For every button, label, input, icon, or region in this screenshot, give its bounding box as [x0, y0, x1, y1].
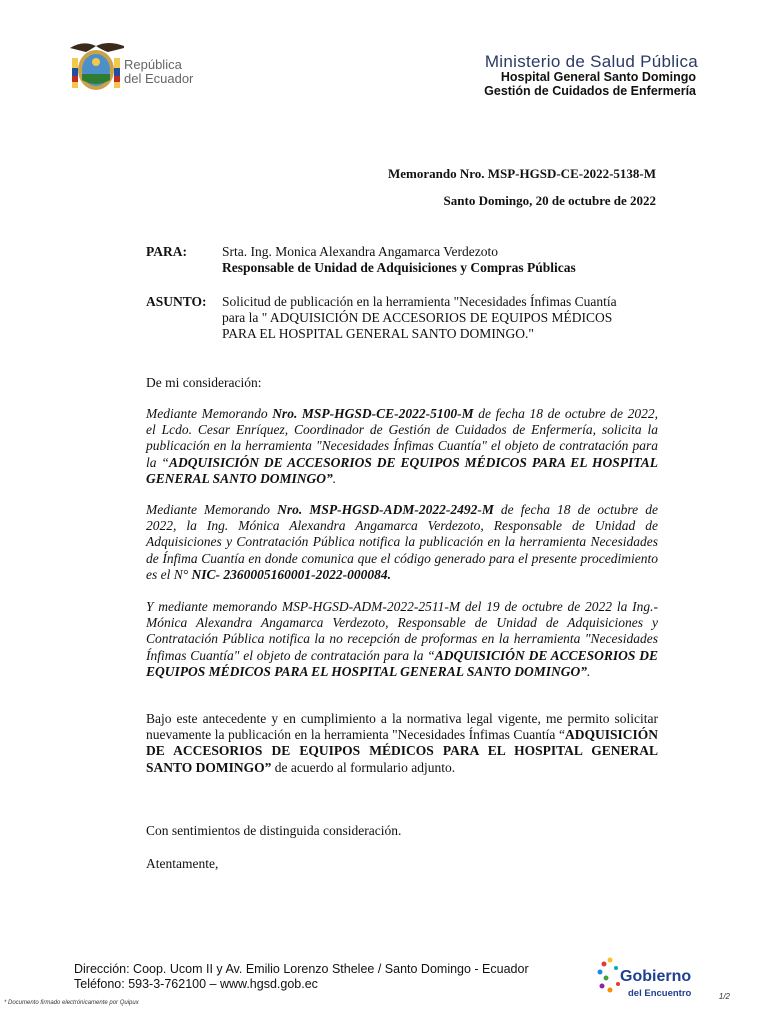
memo-number: Memorando Nro. MSP-HGSD-CE-2022-5138-M	[387, 166, 656, 181]
paragraph-1	[146, 406, 658, 487]
p1-memo-ref: Nro. MSP-HGSD-CE-2022-5100-M	[272, 406, 474, 421]
p3-text-c: .	[586, 663, 591, 679]
memo-date: Santo Domingo, 20 de octubre de 2022	[443, 193, 656, 208]
para-name: Srta. Ing. Monica Alexandra Angamarca Verdezoto	[222, 244, 499, 259]
p2-nic-code: NIC- 2360005160001-2022-000084.	[191, 566, 392, 582]
para-role: Responsable de Unidad de Adquisiciones y Compras Públicas	[222, 260, 576, 275]
paragraph-4	[146, 711, 658, 776]
page-number: 1/2	[718, 992, 730, 1001]
gobierno-text: Gobierno	[620, 968, 692, 985]
p4-object: ADQUISICIÓN DE ACCESORIOS DE EQUIPOS MÉDICOS PARA EL HOSPITAL GENERAL SANTO DOMINGO”	[146, 727, 658, 775]
encuentro-text: del Encuentro	[628, 988, 692, 999]
p2-memo-ref: Nro. MSP-HGSD-ADM-2022-2492-M	[277, 502, 494, 517]
republica-logo-text	[124, 58, 193, 86]
p1-text-e: .	[332, 470, 337, 486]
republica-line2: del Ecuador	[124, 71, 194, 86]
p2-text-c: de fecha 18 de octubre de 2022, la Ing. Mónica Alexandra Angamarca Verdezoto, Responsable de Unidad de Adquisiciones y Contratación Pública notifica la publicación en la herramienta Necesidades de Ínfima Cuantía en donde comunica que el código generado para el presente procedimiento es el N°	[146, 502, 658, 582]
footer-phone: Teléfono: 593-3-762100 – www.hgsd.gob.ec	[74, 977, 318, 991]
greeting: De mi consideración:	[146, 375, 262, 390]
p4-text-c: de acuerdo al formulario adjunto.	[271, 759, 456, 775]
para-label: PARA:	[146, 244, 187, 259]
ministerio-title: Ministerio de Salud Pública	[484, 52, 698, 71]
p4-text-a: Bajo este antecedente y en cumplimiento a la normativa legal vigente, me permito solicitar nuevamente la publicación en la herramienta "Necesidades Ínfimas Cuantía “	[146, 711, 658, 743]
p2-text-a: Mediante Memorando	[146, 502, 278, 517]
p1-text-a: Mediante Memorando	[146, 406, 273, 421]
p1-text-c: de fecha 18 de octubre de 2022, el Lcdo. Cesar Enríquez, Coordinador de Gestión de Cuidados de Enfermería, solicita la publicación en la herramienta "Necesidades Ínfimas Cuantía" el objeto de contratación para la “	[146, 406, 658, 470]
footer-contact	[74, 962, 529, 992]
republica-line1: República	[124, 57, 182, 72]
p3-object: ADQUISICIÓN DE ACCESORIOS DE EQUIPOS MÉDICOS PARA EL HOSPITAL GENERAL SANTO DOMINGO”	[146, 647, 658, 679]
asunto-label: ASUNTO:	[146, 294, 207, 309]
asunto-value	[222, 294, 662, 342]
signoff: Atentamente,	[146, 856, 219, 871]
hospital-name: Hospital General Santo Domingo	[500, 70, 696, 84]
p3-text-a: Y mediante memorando MSP-HGSD-ADM-2022-2511-M del 19 de octubre de 2022 la Ing.- Mónica Alexandra Angamarca Verdezoto, Responsable de Unidad de Adquisiciones y Contratación Pública notifica la no recepción de proformas en la herramienta "Necesidades Ínfimas Cuantía" el objeto de contratación para la “	[146, 599, 658, 663]
para-value	[222, 244, 662, 276]
closing: Con sentimientos de distinguida consideración.	[146, 823, 402, 838]
asunto-line3: PARA EL HOSPITAL GENERAL SANTO DOMINGO."	[222, 326, 534, 341]
gestion-name: Gestión de Cuidados de Enfermería	[484, 84, 696, 98]
footer-address: Dirección: Coop. Ucom II y Av. Emilio Lorenzo Sthelee / Santo Domingo - Ecuador	[74, 962, 529, 976]
paragraph-3	[146, 599, 658, 680]
asunto-line2: para la " ADQUISICIÓN DE ACCESORIOS DE EQUIPOS MÉDICOS	[222, 310, 613, 325]
paragraph-2	[146, 502, 658, 583]
p1-object: ADQUISICIÓN DE ACCESORIOS DE EQUIPOS MÉDICOS PARA EL HOSPITAL GENERAL SANTO DOMINGO”	[146, 454, 658, 486]
asunto-line1: Solicitud de publicación en la herramienta "Necesidades Ínfimas Cuantía	[222, 294, 617, 309]
electronic-signature-note: * Documento firmado electrónicamente por Quipux	[4, 1000, 139, 1006]
